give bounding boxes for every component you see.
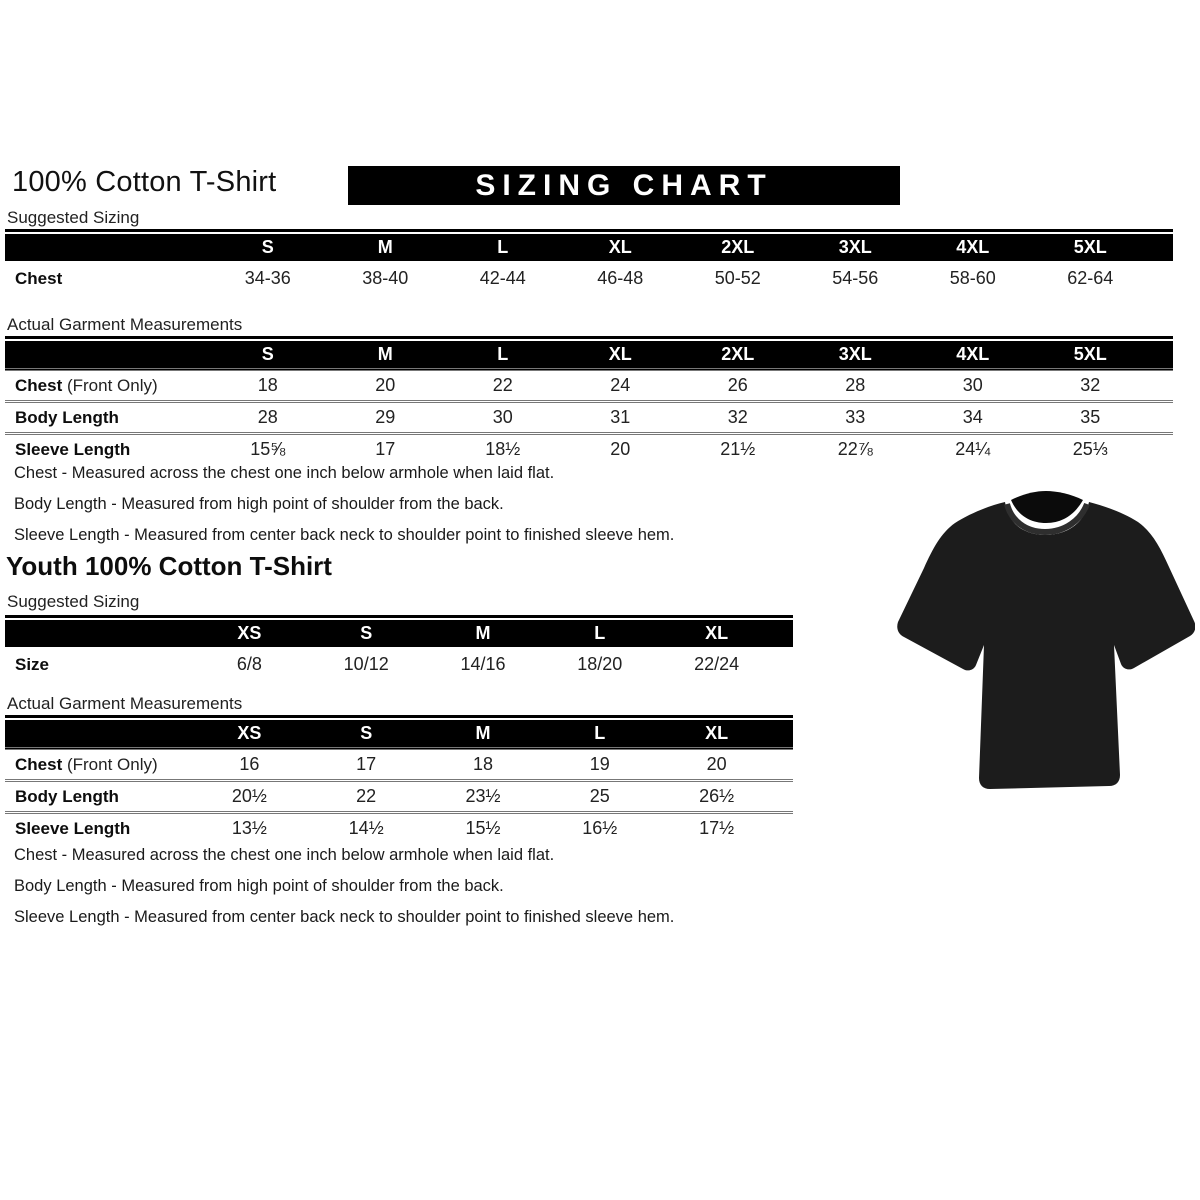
black-tshirt-graphic	[893, 487, 1195, 803]
measurement-cell: 18/20	[577, 654, 623, 674]
column-header-m: M	[425, 620, 542, 647]
row-spacer	[775, 813, 793, 844]
adult-suggested-grid	[5, 234, 1173, 296]
table-row	[5, 781, 793, 813]
header-spacer	[775, 720, 793, 749]
measurement-cell: 29	[327, 402, 445, 434]
adult-suggested-sizing-label: Suggested Sizing	[7, 208, 140, 227]
header-row	[5, 234, 1173, 261]
youth-section-title: Youth 100% Cotton T-Shirt	[6, 551, 332, 581]
header-spacer	[1149, 234, 1173, 261]
header-spacer	[1149, 341, 1173, 370]
adult-actual-measurements-table	[5, 336, 1173, 464]
note-line: Body Length - Measured from high point of shoulder from the back.	[14, 877, 504, 895]
row-spacer	[775, 647, 793, 682]
tshirt-neck-hole	[1011, 491, 1083, 523]
measurement-cell: 46-48	[597, 268, 644, 288]
measurement-cell: 15⅝	[209, 434, 327, 465]
adult-actual-grid	[5, 341, 1173, 464]
youth-suggested-sizing-table	[5, 615, 793, 682]
column-header-l: L	[541, 620, 658, 647]
row-label: Chest	[15, 268, 63, 288]
adult-measurement-notes	[14, 458, 674, 551]
measurement-cell: 54-56	[832, 268, 879, 288]
note-line: Sleeve Length - Measured from center back neck to shoulder point to finished sleeve hem.	[14, 908, 675, 926]
column-header-xl: XL	[658, 620, 775, 647]
measurement-cell: 30	[444, 402, 562, 434]
row-label: Body Length	[5, 402, 209, 434]
measurement-cell: 22/24	[694, 654, 740, 674]
measurement-cell: 20	[562, 434, 680, 465]
corner-header	[5, 234, 209, 261]
note-line: Body Length - Measured from high point of shoulder from the back.	[14, 495, 504, 513]
table-head	[5, 720, 793, 749]
column-header-l: L	[444, 234, 562, 261]
measurement-cell: 17	[308, 749, 425, 781]
measurement-cell: 34	[914, 402, 1032, 434]
row-label: Sleeve Length	[5, 434, 209, 465]
measurement-cell: 58-60	[949, 268, 996, 288]
row-spacer	[775, 781, 793, 813]
measurement-cell: 31	[562, 402, 680, 434]
row-spacer	[775, 749, 793, 781]
table-head	[5, 620, 793, 647]
measurement-cell: 17½	[658, 813, 775, 844]
youth-actual-measurements-table	[5, 715, 793, 843]
measurement-cell: 24	[562, 370, 680, 402]
column-header-xs: XS	[191, 720, 308, 749]
youth-suggested-grid	[5, 620, 793, 682]
youth-actual-measurements-label: Actual Garment Measurements	[7, 694, 243, 713]
corner-header	[5, 720, 191, 749]
column-header-4xl: 4XL	[914, 234, 1032, 261]
header-row	[5, 720, 793, 749]
measurement-cell: 20	[327, 370, 445, 402]
table-row	[5, 749, 793, 781]
measurement-cell: 15½	[425, 813, 542, 844]
row-label: Chest (Front Only)	[5, 370, 209, 402]
measurement-cell: 18	[425, 749, 542, 781]
measurement-cell: 22⅞	[797, 434, 915, 465]
column-header-s: S	[308, 720, 425, 749]
measurement-cell: 14/16	[460, 654, 506, 674]
row-label: Chest (Front Only)	[5, 749, 191, 781]
adult-actual-measurements-label: Actual Garment Measurements	[7, 315, 243, 334]
table-row	[5, 813, 793, 844]
measurement-cell: 21½	[679, 434, 797, 465]
measurement-cell: 62-64	[1067, 268, 1114, 288]
column-header-s: S	[209, 341, 327, 370]
column-header-s: S	[209, 234, 327, 261]
page-title: 100% Cotton T-Shirt	[12, 166, 277, 198]
measurement-cell: 38-40	[362, 268, 409, 288]
column-header-l: L	[444, 341, 562, 370]
table-body	[5, 261, 1173, 296]
measurement-cell: 18	[209, 370, 327, 402]
measurement-cell: 30	[914, 370, 1032, 402]
table-body	[5, 749, 793, 844]
header-spacer	[775, 620, 793, 647]
header-row	[5, 341, 1173, 370]
corner-header	[5, 341, 209, 370]
measurement-cell: 10/12	[343, 654, 389, 674]
column-header-l: L	[541, 720, 658, 749]
measurement-cell: 26	[679, 370, 797, 402]
row-spacer	[1149, 261, 1173, 296]
measurement-cell: 14½	[308, 813, 425, 844]
column-header-xl: XL	[562, 234, 680, 261]
table-body	[5, 370, 1173, 465]
column-header-5xl: 5XL	[1032, 341, 1150, 370]
measurement-cell: 28	[209, 402, 327, 434]
measurement-cell: 20	[658, 749, 775, 781]
tshirt-product-image	[893, 487, 1195, 803]
table-head	[5, 234, 1173, 261]
measurement-cell: 22	[444, 370, 562, 402]
measurement-cell: 34-36	[244, 268, 291, 288]
sizing-chart-banner	[348, 166, 900, 205]
measurement-cell: 19	[541, 749, 658, 781]
measurement-cell: 23½	[425, 781, 542, 813]
measurement-cell: 25	[541, 781, 658, 813]
note-line: Chest - Measured across the chest one inch below armhole when laid flat.	[14, 846, 555, 864]
table-row	[5, 261, 1173, 296]
adult-suggested-sizing-table	[5, 229, 1173, 296]
measurement-cell: 24¼	[914, 434, 1032, 465]
column-header-m: M	[327, 234, 445, 261]
measurement-cell: 20½	[191, 781, 308, 813]
row-label: Sleeve Length	[5, 813, 191, 844]
column-header-xl: XL	[658, 720, 775, 749]
table-body	[5, 647, 793, 682]
column-header-5xl: 5XL	[1032, 234, 1150, 261]
youth-actual-grid	[5, 720, 793, 843]
measurement-cell: 16	[191, 749, 308, 781]
row-spacer	[1149, 434, 1173, 465]
measurement-cell: 18½	[444, 434, 562, 465]
measurement-cell: 22	[308, 781, 425, 813]
youth-measurement-notes	[14, 840, 674, 933]
column-header-s: S	[308, 620, 425, 647]
sizing-chart-banner-text: SIZING CHART	[475, 168, 773, 202]
measurement-cell: 35	[1032, 402, 1150, 434]
column-header-m: M	[425, 720, 542, 749]
row-spacer	[1149, 402, 1173, 434]
column-header-4xl: 4XL	[914, 341, 1032, 370]
measurement-cell: 16½	[541, 813, 658, 844]
column-header-m: M	[327, 341, 445, 370]
column-header-2xl: 2XL	[679, 234, 797, 261]
measurement-cell: 32	[1032, 370, 1150, 402]
measurement-cell: 33	[797, 402, 915, 434]
table-row	[5, 370, 1173, 402]
row-label: Body Length	[5, 781, 191, 813]
measurement-cell: 28	[797, 370, 915, 402]
measurement-cell: 42-44	[479, 268, 526, 288]
column-header-2xl: 2XL	[679, 341, 797, 370]
measurement-cell: 32	[679, 402, 797, 434]
corner-header	[5, 620, 191, 647]
tshirt-body	[897, 502, 1195, 789]
row-label: Size	[15, 654, 50, 674]
youth-suggested-sizing-label: Suggested Sizing	[7, 592, 140, 611]
column-header-3xl: 3XL	[797, 341, 915, 370]
measurement-cell: 26½	[658, 781, 775, 813]
header-row	[5, 620, 793, 647]
column-header-3xl: 3XL	[797, 234, 915, 261]
measurement-cell: 13½	[191, 813, 308, 844]
table-row	[5, 647, 793, 682]
measurement-cell: 6/8	[236, 654, 262, 674]
table-row	[5, 402, 1173, 434]
measurement-cell: 50-52	[714, 268, 761, 288]
measurement-cell: 25⅓	[1032, 434, 1150, 465]
note-line: Sleeve Length - Measured from center back neck to shoulder point to finished sleeve hem.	[14, 526, 675, 544]
measurement-cell: 17	[327, 434, 445, 465]
column-header-xl: XL	[562, 341, 680, 370]
row-spacer	[1149, 370, 1173, 402]
column-header-xs: XS	[191, 620, 308, 647]
note-line: Chest - Measured across the chest one inch below armhole when laid flat.	[14, 464, 555, 482]
table-head	[5, 341, 1173, 370]
